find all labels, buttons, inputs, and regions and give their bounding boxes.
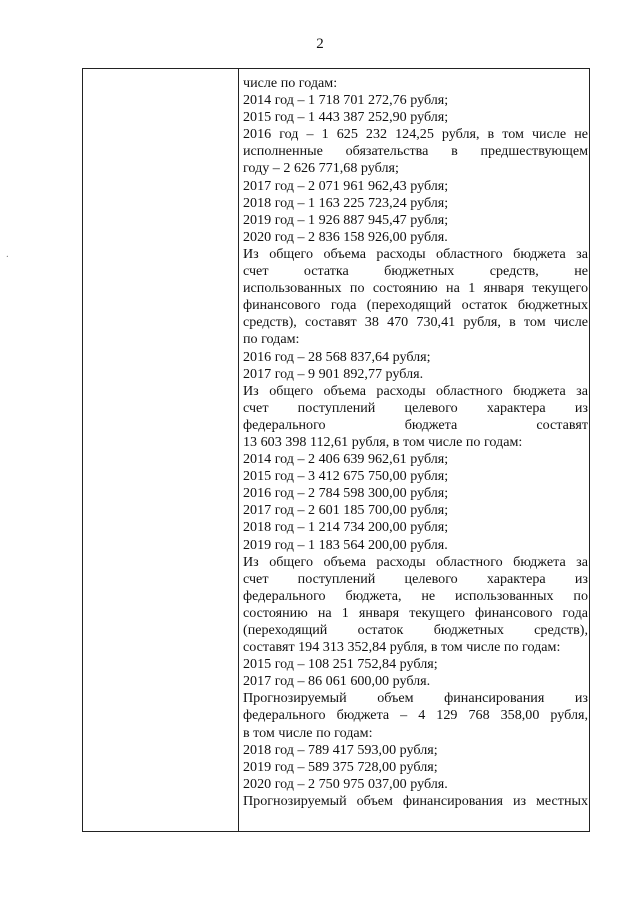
text-line: составят 194 313 352,84 рубля, в том числе по годам: [243, 639, 561, 656]
text-line: году – 2 626 771,68 рубля; [243, 160, 399, 177]
text-line: 2016 год – 2 784 598 300,00 рубля; [243, 485, 449, 502]
text-line: числе по годам: [243, 75, 338, 91]
text-line: использованных по состоянию на 1 января текущего [243, 280, 588, 297]
text-line: счет поступлений целевого характера из [243, 399, 588, 416]
text-line: Прогнозируемый объем финансирования из [243, 690, 588, 707]
text-line: 2019 год – 1 183 564 200,00 рубля. [243, 536, 448, 553]
text-line: (переходящий остаток бюджетных средств), [243, 622, 588, 638]
text-line: 2018 год – 1 214 734 200,00 рубля; [243, 519, 449, 536]
budget-table [82, 68, 590, 832]
text-line: 2017 год – 2 071 961 962,43 рубля; [243, 177, 449, 194]
text-line: 2018 год – 789 417 593,00 рубля; [243, 741, 438, 758]
text-line: исполненные обязательства в предшествующем [243, 143, 588, 160]
margin-mark: . [6, 248, 9, 260]
table-right-column [243, 75, 588, 810]
text-line: 2019 год – 589 375 728,00 рубля; [243, 758, 438, 775]
text-line: 2020 год – 2 750 975 037,00 рубля. [243, 775, 448, 792]
text-line: 2019 год – 1 926 887 945,47 рубля; [243, 211, 449, 228]
text-line: финансового года (переходящий остаток бюджетных [243, 297, 588, 314]
text-line: 2016 год – 28 568 837,64 рубля; [243, 348, 431, 365]
page-number: 2 [316, 36, 324, 52]
text-line: 2014 год – 2 406 639 962,61 рубля; [243, 451, 449, 468]
text-line: состоянию на 1 января текущего финансового года [243, 604, 588, 621]
text-line: 2020 год – 2 836 158 926,00 рубля. [243, 228, 448, 245]
text-line: Из общего объема расходы областного бюджета за [243, 553, 588, 570]
text-line: счет остатка бюджетных средств, не [243, 263, 588, 280]
text-line: 2017 год – 2 601 185 700,00 рубля; [243, 502, 449, 519]
text-line: 2018 год – 1 163 225 723,24 рубля; [243, 194, 449, 211]
text-line: в том числе по годам: [243, 724, 373, 741]
text-line: 2016 год – 1 625 232 124,25 рубля, в том числе не [243, 126, 588, 143]
text-line: по годам: [243, 331, 300, 348]
text-line: средств), составят 38 470 730,41 рубля, в том числе [243, 314, 588, 331]
text-line: федерального бюджета – 4 129 768 358,00 рубля, [243, 707, 588, 724]
text-line: федерального бюджета, не использованных по [243, 587, 588, 604]
text-line: 13 603 398 112,61 рубля, в том числе по годам: [243, 433, 523, 450]
text-line: 2015 год – 108 251 752,84 рубля; [243, 656, 438, 673]
text-line: федерального бюджета составят [243, 416, 588, 433]
text-line: 2015 год – 3 412 675 750,00 рубля; [243, 468, 449, 485]
text-line: 2017 год – 86 061 600,00 рубля. [243, 673, 431, 690]
text-line: Прогнозируемый объем финансирования из местных [243, 792, 588, 809]
text-line: счет поступлений целевого характера из [243, 570, 588, 587]
text-line: Из общего объема расходы областного бюджета за [243, 382, 588, 399]
text-line: 2014 год – 1 718 701 272,76 рубля; [243, 92, 449, 109]
text-line: 2015 год – 1 443 387 252,90 рубля; [243, 109, 449, 126]
text-line: Из общего объема расходы областного бюджета за [243, 245, 588, 262]
table-left-column [83, 69, 239, 831]
text-line: 2017 год – 9 901 892,77 рубля. [243, 365, 424, 382]
